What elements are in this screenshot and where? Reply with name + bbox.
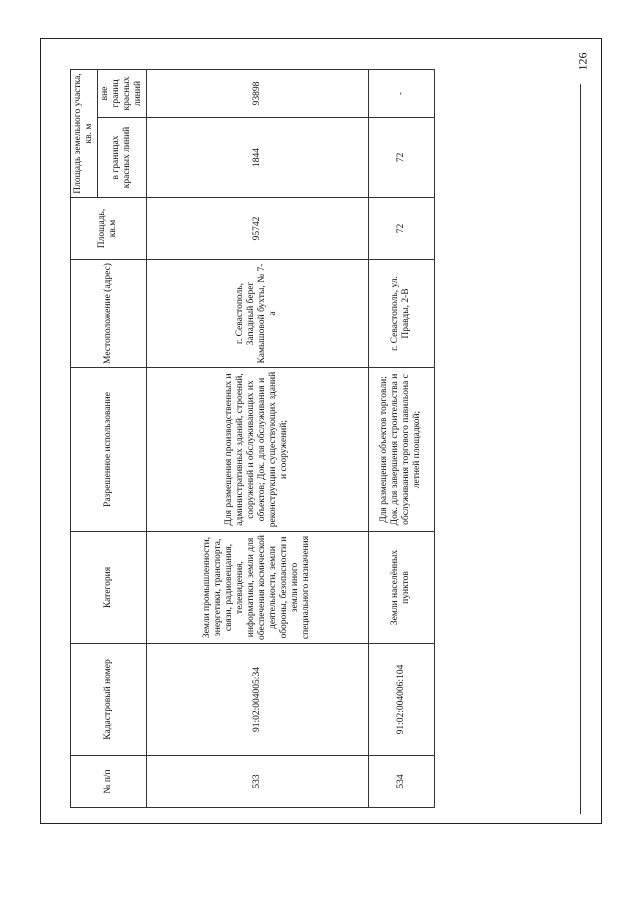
cell-category: Земли населённых пунктов (368, 532, 434, 644)
page-number: 126 (575, 52, 590, 71)
cell-permitted-use: Для размещения производственных и административных зданий, строений, сооружений и обслуживающих их объектов; Док. для обслуживания и реконструкции существующих зданий и сооружений; (146, 368, 368, 532)
header-plot-area: Площадь земельного участка, кв. м (71, 69, 98, 197)
header-area: Площадь, кв.м (71, 198, 147, 260)
header-outside-red-lines: вне границ красных линий (97, 69, 146, 117)
table-row (368, 69, 434, 807)
cell-num: 534 (368, 756, 434, 808)
cell-outside: - (368, 69, 434, 117)
header-location: Местоположение (адрес) (71, 260, 147, 368)
land-plots-table (70, 69, 435, 808)
cell-area: 72 (368, 198, 434, 260)
cell-cadastral: 91:02:004005:34 (146, 644, 368, 756)
cell-within: 72 (368, 118, 434, 198)
cell-area: 95742 (146, 198, 368, 260)
cell-location: г. Севастополь, ул. Правды, 2-В (368, 260, 434, 368)
header-within-red-lines: в границах красных линий (97, 118, 146, 198)
cell-outside: 93898 (146, 69, 368, 117)
table-row (146, 69, 368, 807)
page-rule (580, 84, 581, 814)
land-plots-table-container (70, 70, 422, 808)
header-cadastral: Кадастровый номер (71, 644, 147, 756)
header-permitted-use: Разрешенное использование (71, 368, 147, 532)
cell-cadastral: 91:02:004006:104 (368, 644, 434, 756)
header-category: Категория (71, 532, 147, 644)
cell-location: г. Севастополь, Западный берег Камышовой бухты, № 7-а (146, 260, 368, 368)
cell-within: 1844 (146, 118, 368, 198)
cell-permitted-use: Для размещения объектов торговли; Док. для завершения строительства и обслуживания торгового павильона с летней площадкой; (368, 368, 434, 532)
cell-category: Земли промышленности, энергетики, транспорта, связи, радиовещания, телевидения, информатики, земли для обеспечения космической деятельности, земли обороны, безопасности и земли иного специального назначения (146, 532, 368, 644)
header-num: № п/п (71, 756, 147, 808)
cell-num: 533 (146, 756, 368, 808)
